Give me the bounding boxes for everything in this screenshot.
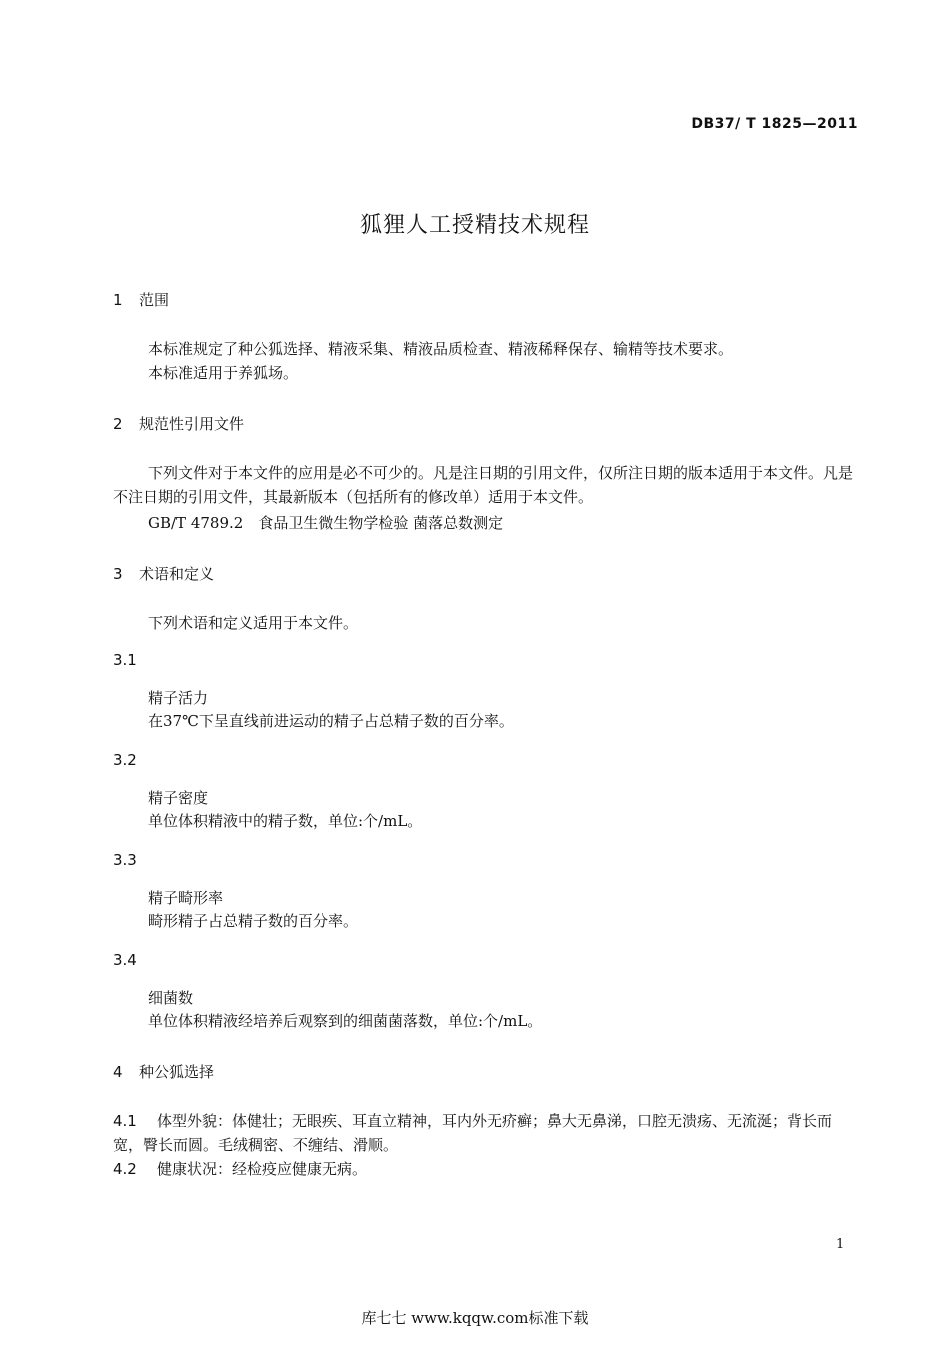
- section-title: 范围: [139, 291, 170, 309]
- clause-number: 4.2: [113, 1160, 137, 1178]
- section-3-intro: 下列术语和定义适用于本文件。: [148, 614, 359, 632]
- term-number: 3.3: [113, 851, 137, 869]
- section-number: 4: [113, 1063, 123, 1081]
- page-number: 1: [836, 1237, 845, 1252]
- term-definition: 单位体积精液中的精子数，单位:个/mL。: [148, 812, 423, 830]
- section-title: 规范性引用文件: [139, 415, 245, 433]
- term-definition: 畸形精子占总精子数的百分率。: [148, 912, 359, 930]
- clause-text: 健康状况：经检疫应健康无病。: [157, 1160, 368, 1178]
- clause-text: 体型外貌：体健壮；无眼疾、耳直立精神，耳内外无疥癣；鼻大无鼻涕，口腔无溃疡、无流涎；背长而宽，臀长而圆。毛绒稠密、不缠结、滑顺。: [113, 1112, 833, 1154]
- term-definition: 在37℃下呈直线前进运动的精子占总精子数的百分率。: [148, 712, 514, 730]
- section-4-heading: [113, 1061, 214, 1082]
- section-2-heading: [113, 413, 244, 434]
- section-number: 1: [113, 291, 123, 309]
- section-1-paragraph: 本标准规定了种公狐选择、精液采集、精液品质检查、精液稀释保存、输精等技术要求。: [148, 340, 734, 358]
- standard-code: DB37/ T 1825—2011: [691, 116, 858, 132]
- section-number: 3: [113, 565, 123, 583]
- term-number: 3.4: [113, 951, 137, 969]
- download-footer: 库七七 www.kqqw.com标准下载: [361, 1309, 589, 1327]
- term-name: 精子畸形率: [148, 889, 224, 907]
- section-2-paragraph: 下列文件对于本文件的应用是必不可少的。凡是注日期的引用文件，仅所注日期的版本适用于本文件。凡是不注日期的引用文件，其最新版本（包括所有的修改单）适用于本文件。: [113, 464, 854, 506]
- clause-number: 4.1: [113, 1112, 137, 1130]
- document-title: 狐狸人工授精技术规程: [359, 213, 590, 238]
- term-number: 3.1: [113, 651, 137, 669]
- section-1-paragraph: 本标准适用于养狐场。: [148, 364, 299, 382]
- clause-item: [113, 1109, 861, 1157]
- term-number: 3.2: [113, 751, 137, 769]
- term-name: 细菌数: [148, 989, 194, 1007]
- section-1-heading: [113, 289, 169, 310]
- normative-reference: GB/T 4789.2 食品卫生微生物学检验 菌落总数测定: [148, 514, 504, 532]
- section-title: 种公狐选择: [139, 1063, 215, 1081]
- term-definition: 单位体积精液经培养后观察到的细菌菌落数，单位:个/mL。: [148, 1012, 543, 1030]
- section-3-heading: [113, 563, 214, 584]
- term-name: 精子活力: [148, 689, 209, 707]
- section-number: 2: [113, 415, 123, 433]
- term-name: 精子密度: [148, 789, 209, 807]
- section-title: 术语和定义: [139, 565, 215, 583]
- clause-item: [113, 1157, 861, 1181]
